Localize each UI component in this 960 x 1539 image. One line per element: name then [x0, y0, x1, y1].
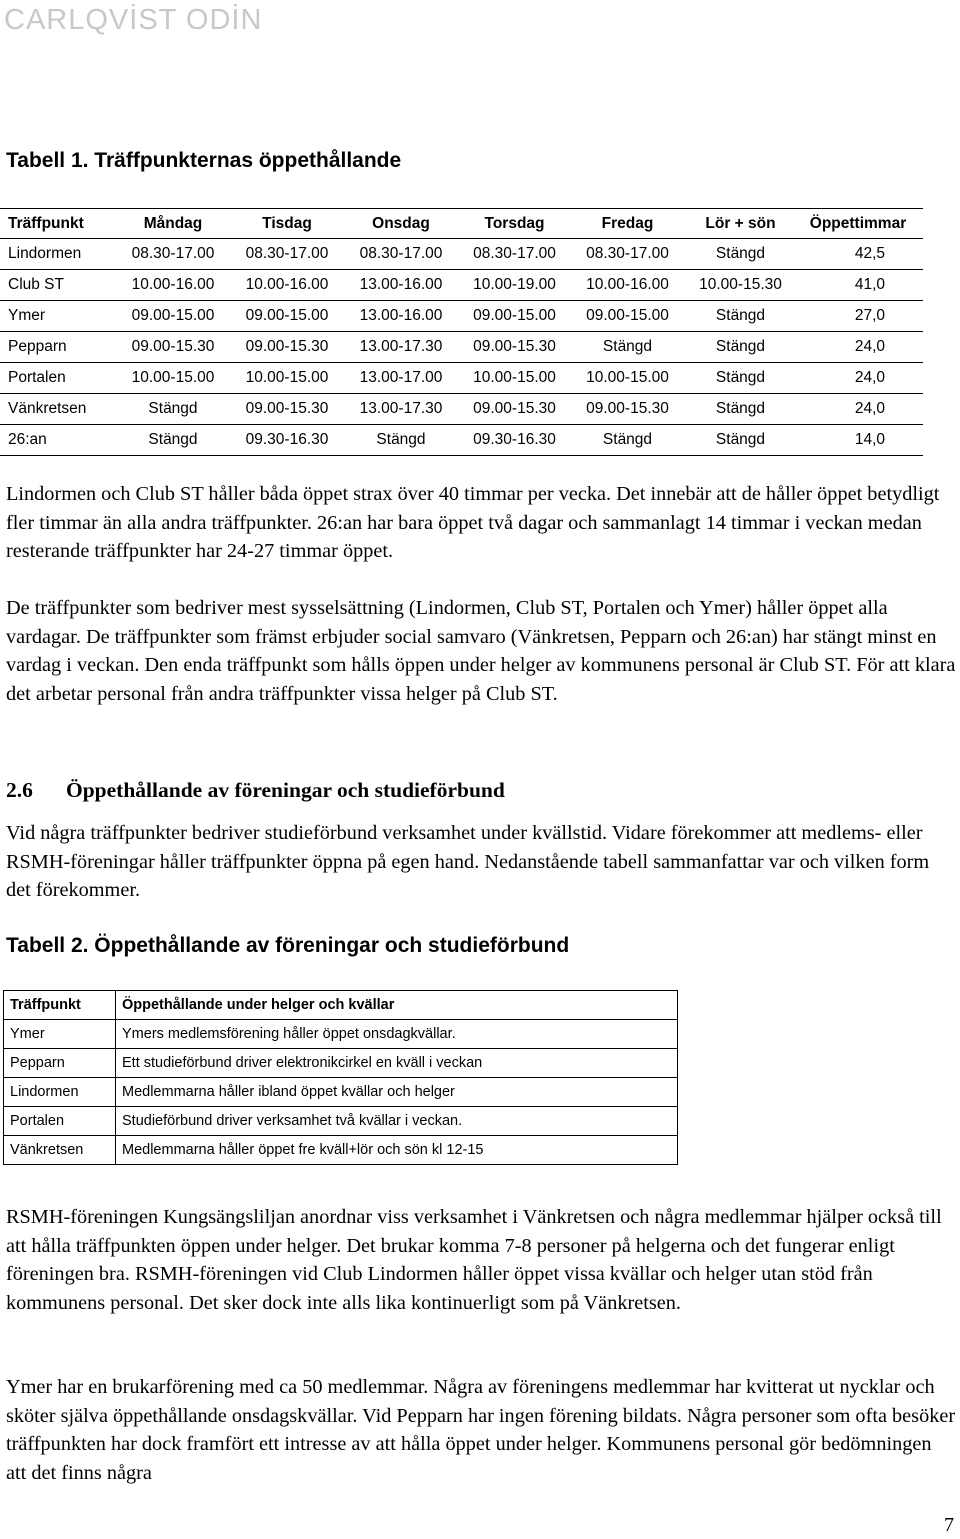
table-cell: 09.00-15.30 — [116, 332, 230, 363]
table-cell: Stängd — [684, 301, 797, 332]
table-cell: Portalen — [0, 363, 116, 394]
table-cell: 26:an — [0, 425, 116, 456]
paragraph-study-associations: Vid några träffpunkter bedriver studieförbund verksamhet under kvällstid. Vidare förekommer att medlems- eller RSMH-föreningar håller träffpunkter öppna på egen hand. Nedanstående tabell sammanfattar var och vilken form det förekommer. — [6, 822, 930, 902]
table-cell: Stängd — [344, 425, 458, 456]
table-cell: 09.00-15.30 — [458, 394, 571, 425]
section-title: Öppethållande av föreningar och studieförbund — [66, 778, 505, 802]
table-cell: Stängd — [116, 394, 230, 425]
table-cell: 10.00-16.00 — [116, 270, 230, 301]
table-row — [4, 1078, 678, 1107]
column-header: Onsdag — [344, 209, 458, 239]
table-cell: 08.30-17.00 — [116, 239, 230, 270]
paragraph-opening-summary: Lindormen och Club ST håller båda öppet strax över 40 timmar per vecka. Det innebär att de håller öppet betydligt fler timmar än alla andra träffpunkter. 26:an har bara öppet två dagar och sammanlagt 14 timmar i veckan medan resterande träffpunkter har 24-27 timmar öppet. — [6, 483, 940, 563]
table-cell: Stängd — [571, 332, 684, 363]
table-cell: 10.00-16.00 — [230, 270, 344, 301]
table-cell: 10.00-16.00 — [571, 270, 684, 301]
table-row — [0, 332, 923, 363]
table-row — [0, 394, 923, 425]
table-cell: Ett studieförbund driver elektronikcirkel en kväll i veckan — [116, 1049, 678, 1078]
paragraph-weekday-opening: De träffpunkter som bedriver mest sysselsättning (Lindormen, Club ST, Portalen och Ymer) håller öppet alla vardagar. De träffpunkter som främst erbjuder social samvaro (Vänkretsen, Pepparn och 26:an) har stängt minst en vardag i veckan. Den enda träffpunkt som hålls öppen under helger av kommunens personal är Club ST. För att klara det arbetar personal från andra träffpunkter vissa helger på Club ST. — [6, 597, 956, 705]
table-cell: 24,0 — [797, 332, 923, 363]
table-row — [0, 270, 923, 301]
table-cell: Club ST — [0, 270, 116, 301]
section-number: 2.6 — [6, 778, 33, 802]
table-cell: Stängd — [684, 332, 797, 363]
table-cell: Portalen — [4, 1107, 116, 1136]
table-cell: 09.00-15.30 — [230, 332, 344, 363]
table-row — [4, 1020, 678, 1049]
table-cell: Medlemmarna håller ibland öppet kvällar och helger — [116, 1078, 678, 1107]
table-cell: 09.00-15.00 — [458, 301, 571, 332]
table-cell: 27,0 — [797, 301, 923, 332]
table-cell: Medlemmarna håller öppet fre kväll+lör och sön kl 12-15 — [116, 1136, 678, 1165]
table-cell: 09.00-15.00 — [571, 301, 684, 332]
column-header: Träffpunkt — [4, 991, 116, 1020]
table-cell: 10.00-15.00 — [571, 363, 684, 394]
column-header: Tisdag — [230, 209, 344, 239]
column-header: Lör + sön — [684, 209, 797, 239]
table-header-row — [0, 209, 923, 239]
table-cell: 08.30-17.00 — [344, 239, 458, 270]
associations-table — [3, 990, 678, 1165]
table-cell: Lindormen — [4, 1078, 116, 1107]
page-number: 7 — [944, 1514, 954, 1536]
table-cell: 24,0 — [797, 363, 923, 394]
table-cell: Pepparn — [0, 332, 116, 363]
table-row — [0, 363, 923, 394]
table-cell: 13.00-16.00 — [344, 301, 458, 332]
table-cell: Vänkretsen — [4, 1136, 116, 1165]
table-cell: 09.00-15.30 — [571, 394, 684, 425]
table-cell: Stängd — [684, 239, 797, 270]
table1-title: Tabell 1. Träffpunkternas öppethållande — [6, 149, 402, 172]
table-cell: 10.00-15.00 — [230, 363, 344, 394]
column-header: Torsdag — [458, 209, 571, 239]
table-cell: 41,0 — [797, 270, 923, 301]
table-cell: Ymer — [4, 1020, 116, 1049]
table-cell: 10.00-15.00 — [116, 363, 230, 394]
paragraph-ymer: Ymer har en brukarförening med ca 50 medlemmar. Några av föreningens medlemmar har kvitterat ut nycklar och sköter själva öppethållande onsdagskvällar. Vid Pepparn har ingen förening bildats. Några personer som ofta besöker träffpunkten har dock framfört ett intresse av att hålla öppet under helger. Kommunens personal gör bedömningen att det finns några — [6, 1376, 956, 1484]
table-cell: Vänkretsen — [0, 394, 116, 425]
column-header: Fredag — [571, 209, 684, 239]
table-cell: 09.00-15.00 — [116, 301, 230, 332]
table-cell: 14,0 — [797, 425, 923, 456]
table-cell: 10.00-19.00 — [458, 270, 571, 301]
table-cell: 42,5 — [797, 239, 923, 270]
table-cell: 09.30-16.30 — [230, 425, 344, 456]
table-cell: 08.30-17.00 — [571, 239, 684, 270]
table-cell: Pepparn — [4, 1049, 116, 1078]
column-header: Träffpunkt — [0, 209, 116, 239]
table-cell: 09.30-16.30 — [458, 425, 571, 456]
column-header: Öppettimmar — [797, 209, 923, 239]
table-cell: Ymer — [0, 301, 116, 332]
table-row — [0, 301, 923, 332]
opening-hours-table — [0, 208, 923, 456]
column-header: Öppethållande under helger och kvällar — [116, 991, 678, 1020]
column-header: Måndag — [116, 209, 230, 239]
table-row — [0, 425, 923, 456]
table-cell: 10.00-15.00 — [458, 363, 571, 394]
paragraph-rsmh: RSMH-föreningen Kungsängsliljan anordnar viss verksamhet i Vänkretsen och några medlemmar hjälper också till att hålla träffpunkten öppen under helger. Det brukar komma 7-8 personer på helgerna och det fungerar enligt föreningen bra. RSMH-föreningen vid Club Lindormen håller öppet vissa kvällar och helger utan stöd från kommunens personal. Det sker dock inte alls lika kontinuerligt som på Vänkretsen. — [6, 1206, 942, 1314]
table-header-row — [4, 991, 678, 1020]
table2-title: Tabell 2. Öppethållande av föreningar och studieförbund — [6, 934, 570, 957]
table-cell: 09.00-15.00 — [230, 301, 344, 332]
table-row — [4, 1049, 678, 1078]
table-cell: 09.00-15.30 — [230, 394, 344, 425]
table-cell: Stängd — [684, 425, 797, 456]
table-cell: Ymers medlemsförening håller öppet onsdagkvällar. — [116, 1020, 678, 1049]
table-cell: Stängd — [684, 363, 797, 394]
table-cell: 13.00-16.00 — [344, 270, 458, 301]
table-cell: 24,0 — [797, 394, 923, 425]
table-cell: 10.00-15.30 — [684, 270, 797, 301]
table-cell: Lindormen — [0, 239, 116, 270]
table-cell: Stängd — [116, 425, 230, 456]
table-cell: 13.00-17.30 — [344, 394, 458, 425]
table-cell: Stängd — [571, 425, 684, 456]
table-cell: 13.00-17.30 — [344, 332, 458, 363]
section-heading — [6, 778, 505, 803]
table-cell: 13.00-17.00 — [344, 363, 458, 394]
table-cell: 08.30-17.00 — [458, 239, 571, 270]
table-cell: Studieförbund driver verksamhet två kvällar i veckan. — [116, 1107, 678, 1136]
table-cell: Stängd — [684, 394, 797, 425]
table-cell: 08.30-17.00 — [230, 239, 344, 270]
company-logo: CARLQVİST ODİN — [4, 4, 263, 36]
table-row — [4, 1136, 678, 1165]
table-row — [0, 239, 923, 270]
table-row — [4, 1107, 678, 1136]
table-cell: 09.00-15.30 — [458, 332, 571, 363]
